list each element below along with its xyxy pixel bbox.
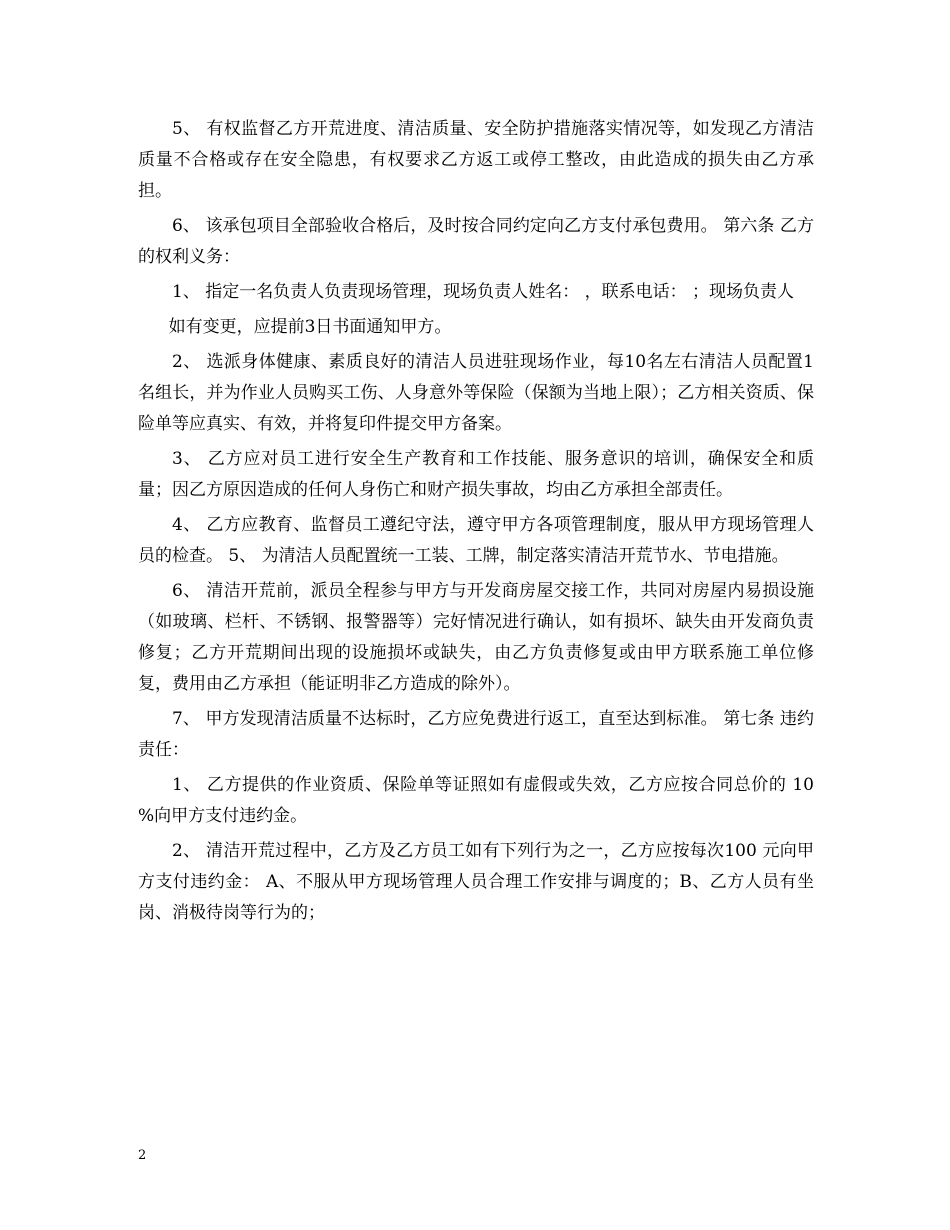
paragraph-breach-clause-1: 1、 乙方提供的作业资质、保险单等证照如有虚假或失效，乙方应按合同总价的 10 %向甲方支付违约金。 (138, 775, 814, 826)
paragraph-party-b-clause-6: 6、 清洁开荒前，派员全程参与甲方与开发商房屋交接工作，共同对房屋内易损设施（如玻璃、栏杆、不锈钢、报警器等）完好情况进行确认，如有损坏、缺失由开发商负责修复；乙方开荒期间出现的设施损坏或缺失，由乙方负责修复或由甲方联系施工单位修复，费用由乙方承担（能证明非乙方造成的除外）。 (138, 581, 814, 694)
paragraph-party-b-clause-1: 1、 指定一名负责人负责现场管理，现场负责人姓名： ，联系电话： ；现场负责人 (172, 282, 795, 302)
document-body (138, 114, 814, 933)
paragraph-party-b-clause-2: 2、 选派身体健康、素质良好的清洁人员进驻现场作业，每10名左右清洁人员配置1名组长，并为作业人员购买工伤、人身意外等保险（保额为当地上限）；乙方相关资质、保险单等应真实、有效，并将复印件提交甲方备案。 (138, 352, 814, 434)
paragraph-breach-clause-2: 2、 清洁开荒过程中，乙方及乙方员工如有下列行为之一，乙方应按每次100 元向甲方支付违约金： A、不服从甲方现场管理人员合理工作安排与调度的；B、乙方人员有坐岗、消极待岗等行为的； (138, 841, 814, 923)
paragraph-clause-5-supervision: 5、 有权监督乙方开荒进度、清洁质量、安全防护措施落实情况等，如发现乙方清洁质量不合格或存在安全隐患，有权要求乙方返工或停工整改，由此造成的损失由乙方承担。 (138, 119, 814, 201)
paragraph-party-b-clause-1-continued: 如有变更，应提前3日书面通知甲方。 (168, 317, 452, 337)
paragraph-party-b-clause-7: 7、 甲方发现清洁质量不达标时，乙方应免费进行返工，直至达到标准。 第七条 违约责任： (138, 709, 814, 760)
paragraph-clause-6-payment: 6、 该承包项目全部验收合格后，及时按合同约定向乙方支付承包费用。 第六条 乙方的权利义务： (138, 216, 814, 267)
paragraph-party-b-clause-3: 3、 乙方应对员工进行安全生产教育和工作技能、服务意识的培训，确保安全和质量；因乙方原因造成的任何人身伤亡和财产损失事故，均由乙方承担全部责任。 (138, 449, 814, 500)
paragraph-party-b-clause-4-5: 4、 乙方应教育、监督员工遵纪守法，遵守甲方各项管理制度，服从甲方现场管理人员的检查。 5、 为清洁人员配置统一工装、工牌，制定落实清洁开荒节水、节电措施。 (138, 515, 814, 566)
page-number: 2 (138, 1148, 147, 1163)
